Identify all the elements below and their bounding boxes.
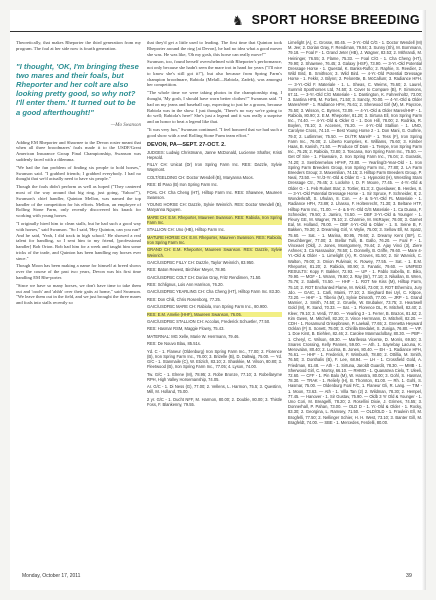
results-line: JUDGES: Ludwig Christmann, Janne McDonald, Lucienne Shafter, Kristi Hepsold. <box>147 149 282 160</box>
results-line: GAIC/USDFBC YEARLING CH: Cha Cheng (HT), Hilltop Farm Inc. 83.30. <box>147 289 281 295</box>
results-line: RES: Don Chili, Chris Rosenborg, 77.25. <box>147 296 221 302</box>
article-column-1 <box>16 40 141 570</box>
results-line: RES: De Nouvo Blau, 85.51s. <box>147 341 201 347</box>
results-line-highlighted: MARE CH: E.M. Rheporter, Maureen Swanson. RES: Rabiola, Iron Spring Farm Inc. <box>147 214 282 225</box>
horse-logo-icon: ♞ <box>232 13 244 28</box>
article-paragraph: "The whole time we were taking photos in the championship ring, I thought, 'My gosh, I should have worn better clothes!'" Swanson said. "I had on my jeans and baseball cap, expecting to just be a groom, because Rabiola was in the show. I just thought, 'There's no way we're going to do well; Rabiola's here!' She's just a legend and it was really a surprise and an honor to beat a legend like that. <box>147 90 282 125</box>
article-paragraph: Though Moon has been making a name for himself at breed shows over the course of the past two years, Devon was his first time handling EM Rhe-porter. <box>16 263 141 280</box>
section-header <box>10 10 426 32</box>
results-line: FILLY CH: Unicat (Dr) Iron Spring Farm Inc. RES: Dazzle, Sylvie Waymont. <box>147 162 282 173</box>
results-line: GAIC/USDFBC COLT CH: Dorian Gray, Fritz Rendimen, 71.50. <box>147 274 262 280</box>
results-line: RES: Hasmar RSM, Maggie Flowry, 75.43. <box>147 326 225 332</box>
article-paragraph: Theoretically, that makes Rheporter the third generation from my program. The foal at her side now is fourth generation. <box>16 40 141 51</box>
article-paragraph: "Since we have so many horses, we don't have time to take them out and 'oooh' and 'ahhh' over their gaits at home," said Swanson. "We leave them out in the field, and we just brought the three mares and foals into stalls recently so <box>16 282 141 306</box>
section-title: SPORT HORSE BREEDING <box>251 13 420 27</box>
pull-quote-attribution: —Mo Swanson <box>110 122 141 128</box>
pull-quote: "I thought, 'OK, I'm bringing these two mares and their foals, but Rheporter and her colt are also looking pretty good, so why not? I'll enter them.' It turned out to be a good afterthought!" <box>16 61 139 117</box>
results-line: RES: El Paso (B) Iron Spring Farm Inc. <box>147 182 218 188</box>
magazine-page <box>10 10 426 590</box>
results-heading: DEVON, PA—SEPT. 27-OCT. 2. <box>147 141 226 148</box>
results-block: Limelight (A), C. Grosse, 80.45. — 3-Yr.-Old C/G - 1. Doctor Wendell (M) M. Jee; 2. Dorian Gray, F. Rendiman, 79.84; 3. Sunny (Sh), M. Bornmann, 79.18. — Foal F - 1. Grand Jeter (HB), J. Wagner, 83.53; 2. Mithrandi, M. Heininger, 76.55; 3. Flame, 75.33. — Foal C/G - 1. Cha Cheng (HT), 79.90; 2. Shawnee, 76.45; 3. Galaxy (HSF), 73.90. — 3-Yr.-Old Potential Dressage Horse - 1. Questal, K. Banks-Ruflo; 2. Raphie, S. Reedier, 2. Wild Bird, B. Smithson; 3. Wild Bird. — 4-Yr.-Old Potential Dressage Horse - 1. Fekkr, J. Bilynn; 2. Pelorette, B. McCallum; 3. Radiance HFH. — 3-Yr.-Old F. Materiale - 1. L. Sheas, C. Weims, 75.60; 2. Laurel, Summit Sporthorses Ltd, 74.50; 3. Cover to Compare (B), F. Simmons, 67.11. — 3-Yr.-Old C/G Materiale - 1. Dantington, K. Fahrenholtz, 73.00; 3. Santina HFB, M. Forbes, 71.50; 3. Sancty, 70.00. — 4-Yr.-Old & Older Mares/HHF - 1. Radiance HFH, 75.61; 2. Sherwood Girl (M), M. Paycroe, 75.50; 3. Wisson, C. Byrnes, 73.09. — 4-Yr.-Old & Older Mares/HHF - 1. Rabiola, 80.90; 2. E.M. Rheporter, 81.20; 3. Sirtuna Ell, Iron Spring Farm Inc., 74.40. — 4-Yr.-Old & Older G - 1. Don Hill, 78.00; 2. Rodrika, R. Boylen, 78.10; 3. Accenes, 76.20. — 4-Yr.-Old Stallion - 1. UNO, Carolyne Cross, 74.10. — Best Young Horse 2 - 1. Don Mani, G. Guthrie, 79.0; 2. Lutlimmer, 75.50. — Dr./TR Mare/F - 1. Tess (F), Iron Spring Farm Inc., 76.00; 2. Liberto Kumpries, K. Williams, 75.60; 3. Kimber Haas, B. Kanish, 71.50. — Produce Of Dam - 1. Tempe, Iron Spring Farm Inc., 75.25; 2. Rabiola, 73.80; 3. Toscana, Iron Spring Farm Inc., 75.50. — Get Of Sire - 1. Flownaire, 2. Iron Spring Farm Inc., 76.04; 2. Gorastis, 74.20; 3. Sembremelow HFHF, 73.80. — Yearling/3-Year-Old - 1. Iron Spring Farm Breeders Group, Iron Spring Farm Inc., 77.80; 2. LA Farm Breeders Group; 3. Maxemilian, 74.15; 3. Hilltop Farm Breeders Group, P. Neal, 73.50. — Yr./3-Yr.-Old & Older G - 1. Hypnotist (H), Wrestling Stars Dressage Ctr., 79.45; 2. Lockrite I, D. P. Moore, 77.45. — 4-Yr.-Old & Older G - 1. Feb Rulant Star; 2. Tortier, 81.3; 2. Queslawer, B. Herdes, 8. — 3-Yr.-Old Potential Dressage Horse - 1. Sir Spruce, F. Schneider, 8; 2. Wonderkraft, S. Uhulan, 8. Con. — 4- & 5-Yr.-Old FL Materiale - 1. Radiance HFH, 73.89; 2. Lhasso, F. Holtenrecht, 71.30; 3. Beltane HTF, Hilltop Farm Inc., 71.00. — 4- & 5-Yr.-Old G/S Materiale - 1. Ca Duana, F. Schneider, 79.50; 2. Jamiro, 74.50. — DBF 3-Yr.-Old & Younger - 1. Fleury GE, M. Wagner, 79.10; 2. Charmie, M. McRayer, 78.00; 3. Garnet Eal, M. Holland, 78.00. — DBF 4-Yr.-Old & Older - 1. S. Seine B, F. Bakken, 79.30; 2. Dreaming Girl, V. Wylie, 75.00; 3. Sellow Ell, M. Spatz, 75.60. — Sat. - 1. Marina, 80.95, 79.60; 2. Dreamy Kent (SIF), C. Deuchberger, 77.00; 3. Stellar Tulli, B. Gallo, 76.20. — Foal F - 1. Vinceaet (Old), J. Jones, Montgomery, 79.44; 2. Ajay Vinci (3), Ziere Ashnes; 3. Ca Nassauitor, 78.50; 1. Donnelly, B. Griffe, 79.60. — Mare 4-Yr.-Old & Older - 1. Limelight (A), R. Groves, 81.50; 2. Sir Warvick, C. Walton, 79.00; 3. Onion Pulvinair, K. Rowey, 77.55. — Sat. - 1. E.M. Rheporter, 81.20; 2. Rabiola, 80.90; 3. Fanatic, 79.60. — UNIFIED RESULTS: Kopy F. Bakker, 72.93. — UP - 1. Pablo Sabella, E. Biko, 79.90. — MGF - 1. Wrann, 79.80; 2. Ray (Br), 77.10; 3. Nikallan, B. Wren, 75.76; 2. Sabelli, 74.50. — HHF - 1. ROT Ne Kiss (M), Hilltop Farm, 75.10; 2. ROT Enchanted Flame, M. Wickli, 73.00; 3. ROT Ethernizo, Jury Jdo. — GAIC, 1. Carli, Maimi, 77.10; 2. Sieghard Bei Uyl, C. Kitpoe, 73.20. — HHF - 1. Tiberio (M), Sylvie Dimroth, 77.00. — JRP - 1. Grand Marnier, J. Smith, 74.50; 2. Gruelle, W. Brubaker, 73.75; 3. Heartwell Gold (M), R. Sand, 70.33. — Sat. - 1. Florence DL, R. Mitchell, 82.40; 2. Kleer, 79.10; 3. Verdi, 77.80. — Yearling 3 - 1. Ferrer, B. Brazos, 81.62; 2. Kim Gwen, M. Mitchell, 82.20; 3. Vince Herrmann, D. Mitchell, 82.20. — CDH - 1. Rosamund Grisepbrown, P. Laekail, 77.65; 2. Grenetta Heyward Ocklan (F) S. Sonett, 75.00; 3. Chirilla Bredalet, S. Zuniga, 76.80. — VIF. 1. Doe Kirst, B. Eiehlen, 82.46; 2. Carolee Manmaclolbay, 80.30. — PBP - 1. Cheryl, C. Wilson, 69.30. — Marifessa Vicente, D. Morris, 69.50; 3. Snares Crossing, Kelly Pannes, 59.00. — Ath. 1. Sayrebay Lacuna, K. Merovalan, 80.40; 2. Lucirna, B. Jones, 80.40. — EH - 1. Radiance HFH, 76.61. — HHF - 1. Frederick, F. Wimbush, 78.80; 2. Ottillia, M. Smith, 76.50; 3. Donthalis (B), F. Lee, 68.94. — LH - 1. Crossfield Gold, A. Friedman, 81.48. — Ath - 1. Sirtuna, Jaroldt Guardit, 78.30. — MMB - 1. Sherwood Girl, C. Mortsy, 66.10. — RHMO - 1. Quanatrea Cielo, T. Uleeli, 72.60. — CFF - 1. Pin Balo (M), W. Hanstra, 80.00; 3. Gohl, S. Hasmar, 78.30. — TRAK - 1. Reliefy (H), B. Thornton, 81.00. — Rh. 1. Gohl, S. Hasmar, 75.00. — Oldenburg Foal F/C, 1. Flaneur Gli, R. Lang. — TIM - 1. Moon, 73.63. — Ath - 1. Villa Tan (2) 2. Wildman, 78.30; 2. Hempel, 77.45. — Hanover - 1. Sir Gustav, 75.90. — Oldb 3 Yr Old & Younger - 1. Uno Cori, M. Breagelfi, 78.20; 2. Rosellini Dixie, J. Grimes, 74.55; 3. Donnerhall, P. Pahan, 73.00. — OLD D - 1. Yr.-Old & Older - 1. Rocky, 83.30; 2. Georgina, L. Ramsey, 71.50. — OLD/OLD - 1. Fraulein Ell, M. Brogfelli, 77.50; 2. Nellinger Schier, H. H. West, 73.10; 3. Banter Gill, M. Bragfeldt, 74.00. — SBE - 1. Mercedes, Ferdelli, 80.00. <box>288 40 422 425</box>
results-line-highlighted: RES: E.M. Amelie (HHF), Maureen Swanson, 76.05. <box>147 312 282 317</box>
results-line: GAIC/USDFBC MARE CH: Rabiola, Iron Spring Farm Inc., 80.900. <box>147 304 268 310</box>
page-edge-shadow <box>422 10 426 590</box>
results-line: GAIC/USDFBC FILLY CH: Dazzle, Taylor Weinrich, 83.950. <box>147 259 255 265</box>
results-line: Tw. G/C - 1. Elrene (M), 78.95; 2. Robe Bronze, 77.10; 3. Robellaryme RPH, High Valley Horsemanship, 74.05. <box>147 371 282 382</box>
results-line: Yd. C - 1. Flaneur (Oldenburg) Iron Spring Farm Inc., 77.00; 2. Florence (B), Iron Spring Farm Inc., 76.00; 3. Brizelle (B), D. Daltwig, 75.00. — Yd. G/C - 1. Stanmaile (C), W. Etizich, 83.10; 2. Shaskkie, M. Vilson, 80.80; 3. Fleetwood (B), Iron Spring Farm Inc., 77.05; 4. Lyson, 74.00. <box>147 348 282 370</box>
results-line: RES: Baton Rewest, Birchker Meyer, 78.90. <box>147 267 227 273</box>
results-line: YOUNG HORSE CH: Dazzle, Sylvie Weinrich. RES: Doctor Wendell (B), Maryanna Nguyen. <box>147 202 282 213</box>
article-column-2 <box>147 40 282 570</box>
results-line: RES: Schlignus, Lois Ann Harrison, 76.20. <box>147 282 224 288</box>
page-number: 39 <box>405 573 412 579</box>
results-line-highlighted: MATURE HORSE CH: E.M. Rheporter, Maureen Swanson. RES: Rabiola, Iron Spring Farm Inc. <box>147 234 282 245</box>
results-line: FOAL CH: Cha Cheng (HT), Hilltop Farm Inc. RES: Shawnee, Maureen Swanson. <box>147 189 282 200</box>
article-paragraph: "It was very fun," Swanson continued. "I feel honored that we had such a good show with a real Rolling Stone Farm team effort." <box>147 127 282 138</box>
results-line: COLT/GELDING CH: Doctor Wendell (B), Maryanna Moos. <box>147 174 254 180</box>
article-paragraph: "We had the fun problem of finding six people to hold horses," Swanson said. "I grabbed friends; I grabbed everybody. I had no thought that we'd actually need to have six people." <box>16 164 141 182</box>
results-line: MATERNAL: MG Xelle, Marie W. Herrmann, 79.46. <box>147 333 240 339</box>
results-line: GAIC/USDFBC STALLION CH: Accolas, Frederick Schuetler, 77.50. <box>147 319 271 325</box>
results-column-3 <box>288 40 422 572</box>
article-paragraph: Though the foals didn't perform as well as hoped ("They cantered most of the way around that big ring, just going, 'Yahoo!'"), Swanson's chief handler, Quinton Mellon, was named the top handler of the competition for his efforts. Mellon, an employee of Rolling Stone Farm, only recently discovered his knack for working with young horses. <box>16 184 141 219</box>
article-paragraph: Swanson, too, found herself overwhelmed with Rheporter's performance, not only because she hadn't seen the mare trot in hand for years ("I'll nice to know she's still got it!"), but also because from Spring Farm's champion broodmare, Rabiola (Melall—Rabiola, Zadek), was amongst her competition. <box>147 59 282 88</box>
results-line: 2 yr. G/C - 1. Ducht NFF, M. Harmon, 80.00; 2. Double, 80.00; 3. Thistle Foss, F. Blankenny, 79.55. <box>147 396 282 407</box>
article-paragraph: Adding EM Rheporter and Shawnee to the Devon roster meant that when all three broodmares' foals made it to the USDF/Great American Insurance Group Final Championship, Swanson was suddenly faced with a dilemma. <box>16 139 141 162</box>
results-line: STALLION CH: Uno (HB), Hilltop Farm Inc. <box>147 227 225 233</box>
issue-date: Monday, October 17, 2011 <box>22 573 81 579</box>
results-line-highlighted: GRAND CH: E.M. Rheporter, Maureen Swanson. RES: Dazzle, Sylvie Weinrich. <box>147 247 282 258</box>
article-paragraph: "I originally hired him to clean stalls, but he had such a good way with horses," said Swanson. "So I said, 'Hey Quinton, can you run?' And he said, 'Yeah, I did track in high school.' He showed a real talent for handling, so I sent him to my friend, [professional handler] Bob Orton. Bob had him for a week and taught him some tricks of the trade, and Quinton has been handling my horses ever since." <box>16 221 141 261</box>
article-paragraph: that they'd get a little used to leading. The first time that Quinton took Rheporter around the ring [at Devon], he had no idea what a good mover she was. He was like, 'Oh my gosh, this horse can really move!'" <box>147 40 282 57</box>
results-line: Ar. G/C - 1. Di Ness (G), 77.00; 2. Vellens, L. Harmon, 75.5; 3. Questinn, Mill, M. Holland, 75.00. <box>147 384 282 395</box>
